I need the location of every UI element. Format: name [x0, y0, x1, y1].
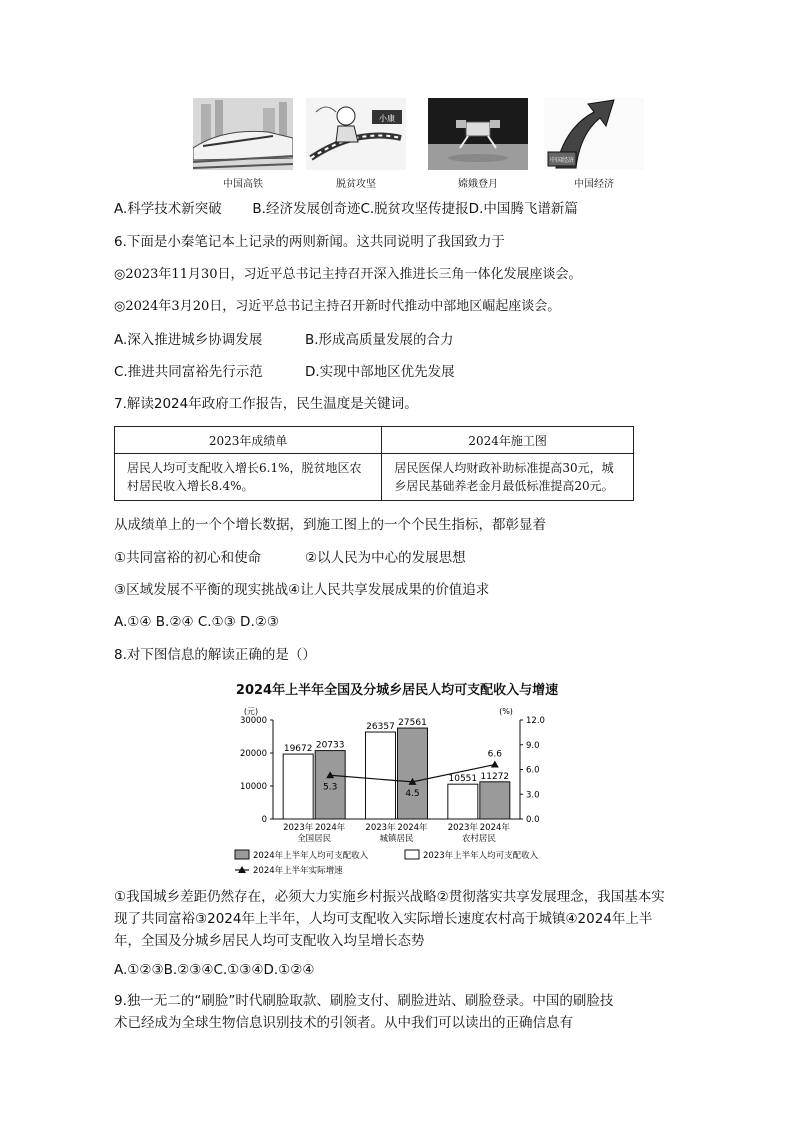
q8-stem: 8.对下图信息的解读正确的是（） — [114, 647, 316, 663]
x-tick-label: 2024年 — [397, 823, 428, 833]
bar-label-2023: 10551 — [448, 774, 478, 785]
bar-label-2024: 11272 — [480, 771, 510, 782]
x-tick-label: 2023年 — [447, 823, 478, 833]
bar-label-2023: 19672 — [283, 744, 313, 755]
q7-statement-3-4: ③区域发展不平衡的现实挑战④让人民共享发展成果的价值追求 — [114, 582, 490, 598]
legend-label-2023: 2023年上半年人均可支配收入 — [423, 851, 539, 861]
q6-option-d[interactable]: D.实现中部地区优先发展 — [305, 364, 455, 380]
bar-2024 — [480, 782, 510, 819]
q7-options[interactable]: A.①④ B.②④ C.①③ D.②③ — [114, 614, 279, 630]
table-cell-2023 — [115, 454, 382, 501]
high-speed-train-image — [193, 98, 293, 170]
xiaokang-sign-text: 小康 — [379, 114, 395, 123]
table-header-2024: 2024年施工图 — [382, 427, 634, 454]
caption-poverty-alleviation: 脱贫攻坚 — [336, 179, 376, 190]
bar-label-2024: 27561 — [398, 718, 427, 729]
q7-statement-1: ①共同富裕的初心和使命 — [114, 550, 262, 566]
legend-label-rate: 2024年上半年实际增速 — [253, 866, 343, 876]
bar-2023 — [366, 732, 396, 819]
q5-options — [114, 200, 578, 218]
bar-2024 — [398, 728, 428, 819]
poverty-alleviation-image — [306, 98, 406, 170]
q7-lead: 从成绩单上的一个个增长数据，到施工图上的一个个民生指标，都彰显着 — [114, 517, 546, 533]
y-axis-left-unit: (元) — [243, 707, 259, 716]
y-left-tick-label: 30000 — [239, 716, 267, 726]
table-cell-2023-line-2: 村居民收入增长8.4%。 — [127, 479, 254, 493]
q7-table — [114, 426, 634, 501]
q5-option-c[interactable]: C.脱贫攻坚传捷报 — [360, 201, 469, 217]
economy-seal-text: 中国经济 — [549, 157, 575, 164]
y-right-tick-label: 6.0 — [526, 765, 540, 776]
q7-stem: 7.解读2024年政府工作报告，民生温度是关键词。 — [114, 396, 418, 412]
q5-option-b[interactable]: B.经济发展创奇迹 — [252, 201, 361, 217]
q5-option-d[interactable]: D.中国腾飞谱新篇 — [468, 201, 578, 217]
x-group-label: 农村居民 — [461, 834, 496, 844]
q6-news-2: ◎2024年3月20日，习近平总书记主持召开新时代推动中部地区崛起座谈会。 — [114, 299, 561, 314]
y-right-tick-label: 0.0 — [526, 815, 540, 825]
bar-2023 — [448, 784, 478, 819]
bar-2023 — [283, 754, 313, 819]
q5-option-a[interactable]: A.科学技术新突破 — [114, 201, 222, 217]
x-tick-label: 2024年 — [479, 823, 510, 833]
q9-line-2: 术已经成为全球生物信息识别技术的引领者。从中我们可以读出的正确信息有 — [114, 1015, 573, 1031]
growth-rate-label: 5.3 — [323, 782, 338, 793]
q7-statement-2: ②以人民为中心的发展思想 — [305, 550, 466, 566]
q6-option-a[interactable]: A.深入推进城乡协调发展 — [114, 332, 263, 348]
y-right-tick-label: 3.0 — [526, 790, 540, 801]
q6-option-b[interactable]: B.形成高质量发展的合力 — [305, 332, 454, 348]
q6-stem: 6.下面是小秦笔记本上记录的两则新闻。这共同说明了我国致力于 — [114, 234, 505, 250]
q8-statements: ①我国城乡差距仍然存在，必须大力实施乡村振兴战略②贯彻落实共享发展理念，我国基本实现了共同富裕③2024年上半年，人均可支配收入实际增长速度农村高于城镇④2024年上半年，全国及分城乡居民人均可支配收入均呈增长态势 — [114, 889, 665, 949]
x-group-label: 全国居民 — [297, 834, 332, 844]
y-left-tick-label: 10000 — [239, 782, 267, 792]
lunar-landing-image — [428, 98, 528, 170]
q8-options[interactable]: A.①②③B.②③④C.①③④D.①②④ — [114, 962, 315, 978]
y-left-tick-label: 20000 — [239, 749, 267, 759]
q9-line-1: 9.独一无二的“刷脸”时代刷脸取款、刷脸支付、刷脸进站、刷脸登录。中国的刷脸技 — [114, 993, 614, 1009]
chinese-economy-image — [544, 98, 644, 170]
x-tick-label: 2023年 — [365, 823, 396, 833]
table-header-2023: 2023年成绩单 — [115, 427, 382, 454]
legend-label-2024: 2024年上半年人均可支配收入 — [253, 851, 369, 861]
caption-chinese-economy: 中国经济 — [574, 179, 614, 190]
table-cell-2023-line-1: 居民人均可支配收入增长6.1%，脱贫地区农 — [127, 461, 362, 475]
caption-high-speed-train: 中国高铁 — [223, 179, 263, 190]
y-right-tick-label: 9.0 — [526, 740, 540, 751]
y-left-tick-label: 0 — [261, 815, 267, 825]
growth-rate-label: 4.5 — [405, 788, 420, 799]
y-axis-right-unit: (%) — [499, 707, 513, 716]
x-group-label: 城镇居民 — [379, 834, 414, 844]
q6-option-c[interactable]: C.推进共同富裕先行示范 — [114, 364, 263, 380]
table-cell-2024-line-2: 乡居民基础养老金月最低标准提高20元。 — [394, 479, 614, 493]
growth-rate-label: 6.6 — [487, 749, 502, 760]
caption-lunar-landing: 嫦娥登月 — [458, 179, 498, 190]
income-chart — [215, 704, 575, 876]
bar-label-2024: 20733 — [315, 740, 345, 751]
x-tick-label: 2023年 — [283, 823, 314, 833]
chart-title: 2024年上半年全国及分城乡居民人均可支配收入与增速 — [235, 683, 559, 698]
legend-swatch-2023 — [405, 850, 419, 859]
legend-swatch-2024 — [235, 850, 249, 859]
table-cell-2024-line-1: 居民医保人均财政补助标准提高30元，城 — [394, 461, 614, 475]
growth-rate-marker — [491, 761, 499, 768]
y-right-tick-label: 12.0 — [526, 716, 545, 726]
table-cell-2024 — [382, 454, 634, 501]
q6-news-1: ◎2023年11月30日，习近平总书记主持召开深入推进长三角一体化发展座谈会。 — [114, 267, 582, 282]
x-tick-label: 2024年 — [315, 823, 346, 833]
bar-label-2023: 26357 — [366, 722, 395, 733]
